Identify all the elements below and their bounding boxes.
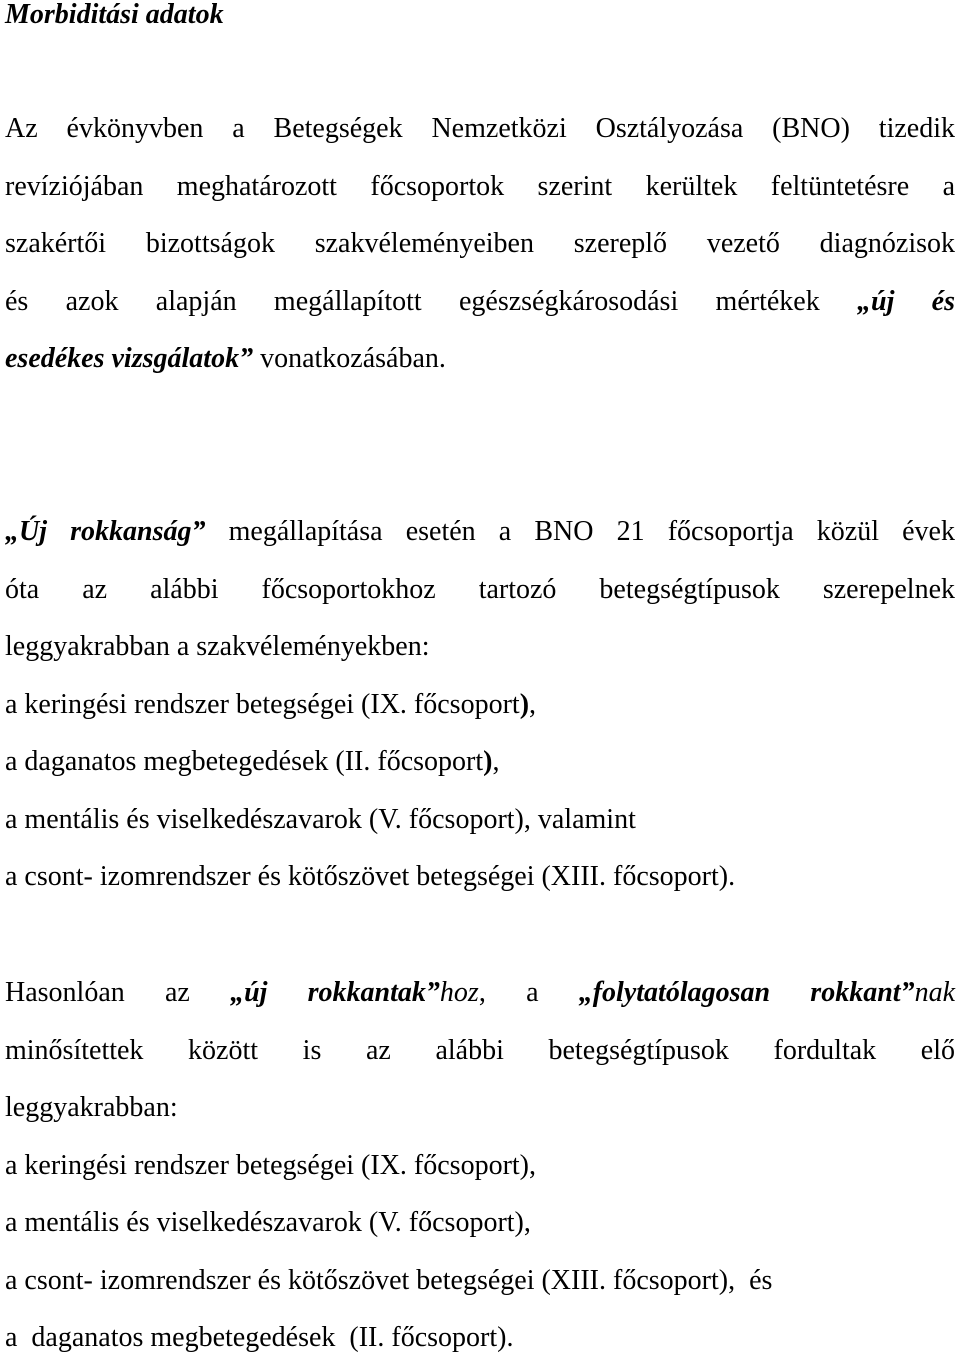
- list-item: a csont- izomrendszer és kötőszövet betegségei (XIII. főcsoport).: [5, 861, 736, 892]
- list-item: a mentális és viselkedészavarok (V. főcsoport), valamint: [5, 803, 636, 835]
- text-line: leggyakrabban a szakvéleményekben:: [5, 631, 430, 662]
- text-line: óta az alábbi főcsoportokhoz tartozó betegségtípusok szerepelnek: [5, 573, 955, 605]
- text-line: és azok alapján megállapított egészségkárosodási mértékek „új és: [5, 285, 955, 317]
- emphasis-text: esedékes vizsgálatok”: [5, 343, 254, 374]
- emphasis-text: „Új rokkanság”: [5, 516, 206, 547]
- list-item: a daganatos megbetegedések (II. főcsoport).: [5, 1322, 514, 1353]
- list-item: a keringési rendszer betegségei (IX. főcsoport),: [5, 688, 537, 720]
- paragraph-continued-disability: [5, 964, 955, 1367]
- emphasis-text: „folytatólagosan rokkant”: [578, 977, 915, 1008]
- list-item: a mentális és viselkedészavarok (V. főcsoport),: [5, 1207, 531, 1238]
- emphasis-text: „új rokkantak”: [230, 977, 440, 1008]
- text-line: Hasonlóan az „új rokkantak”hoz, a „folytatólagosan rokkant”nak: [5, 977, 955, 1008]
- section-heading: Morbiditási adatok: [5, 0, 224, 30]
- paragraph-intro: [5, 100, 955, 388]
- text-line: esedékes vizsgálatok” vonatkozásában.: [5, 343, 446, 374]
- emphasis-text: „új és: [857, 285, 955, 317]
- text-line: Az évkönyvben a Betegségek Nemzetközi Osztályozása (BNO) tizedik: [5, 113, 955, 144]
- text-line: „Új rokkanság” megállapítása esetén a BNO 21 főcsoportja közül évek: [5, 516, 955, 547]
- text-line: minősítettek között is az alábbi betegségtípusok fordultak elő: [5, 1034, 955, 1066]
- list-item: a keringési rendszer betegségei (IX. főcsoport),: [5, 1149, 537, 1181]
- text-line: leggyakrabban:: [5, 1092, 178, 1123]
- text-line: revíziójában meghatározott főcsoportok szerint kerültek feltüntetésre a: [5, 170, 955, 202]
- text-line: szakértői bizottságok szakvéleményeiben szereplő vezető diagnózisok: [5, 228, 955, 259]
- list-item: a csont- izomrendszer és kötőszövet betegségei (XIII. főcsoport), és: [5, 1264, 773, 1296]
- paragraph-new-disability: [5, 503, 955, 906]
- list-item: a daganatos megbetegedések (II. főcsoport),: [5, 746, 500, 777]
